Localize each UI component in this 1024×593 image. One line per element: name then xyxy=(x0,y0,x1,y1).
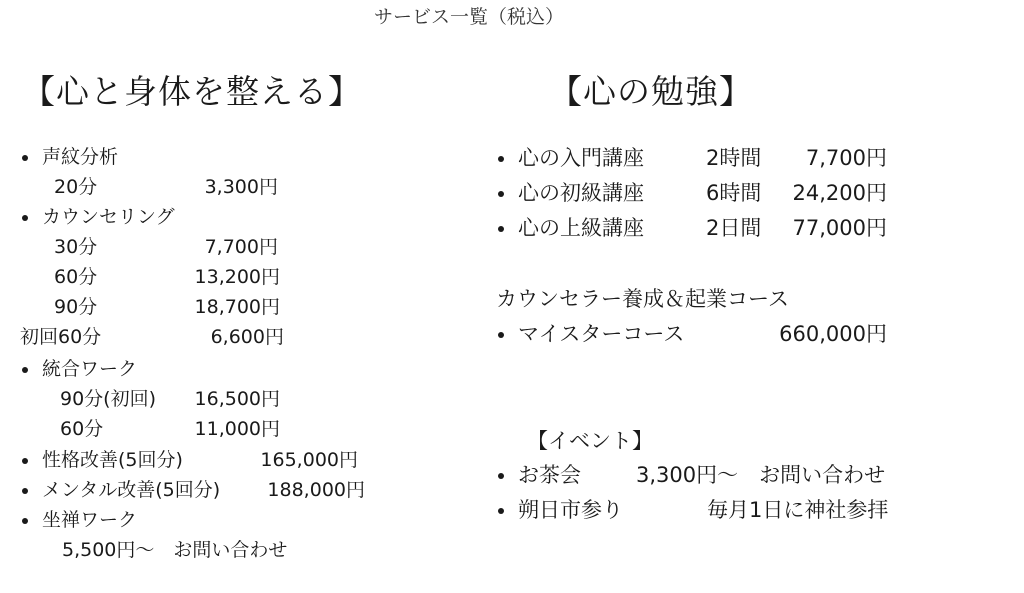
bullet-icon xyxy=(22,367,28,373)
counseling-price: 13,200円 xyxy=(194,266,280,288)
bullet-icon xyxy=(22,155,28,161)
course-price: 24,200円 xyxy=(792,181,887,205)
counseling-duration: 90分 xyxy=(54,296,98,318)
course-duration: 2時間 xyxy=(706,146,762,170)
counselor-course-title: カウンセラー養成＆起業コース xyxy=(496,287,789,311)
counseling-duration: 30分 xyxy=(54,236,98,258)
event-detail: 3,300円～ お問い合わせ xyxy=(636,463,886,487)
course-name: 心の上級講座 xyxy=(518,216,644,240)
event-detail: 毎月1日に神社参拝 xyxy=(707,498,889,522)
togo-price: 16,500円 xyxy=(194,388,280,410)
bullet-icon xyxy=(498,508,504,514)
counseling-price: 7,700円 xyxy=(204,236,278,258)
togo-duration: 90分(初回) xyxy=(60,388,157,410)
counseling-price: 18,700円 xyxy=(194,296,280,318)
first-session-price: 6,600円 xyxy=(210,326,284,348)
seimon-label: 声紋分析 xyxy=(42,146,119,168)
bullet-icon xyxy=(22,488,28,494)
zazen-label: 坐禅ワーク xyxy=(42,509,138,531)
mental-label: メンタル改善(5回分) xyxy=(42,479,221,501)
left-section-heading: 【心と身体を整える】 xyxy=(22,72,362,111)
course-name: 心の入門講座 xyxy=(518,146,644,170)
course-duration: 6時間 xyxy=(706,181,762,205)
right-section-heading: 【心の勉強】 xyxy=(549,72,753,111)
meister-price: 660,000円 xyxy=(779,322,887,346)
meister-name: マイスターコース xyxy=(518,322,685,346)
seikaku-label: 性格改善(5回分) xyxy=(42,449,183,471)
counseling-label: カウンセリング xyxy=(42,206,175,228)
mental-price: 188,000円 xyxy=(267,479,365,501)
bullet-icon xyxy=(498,226,504,232)
bullet-icon xyxy=(498,332,504,338)
zazen-price: 5,500円～ お問い合わせ xyxy=(62,539,288,561)
page-title: サービス一覧（税込） xyxy=(374,6,565,28)
togo-label: 統合ワーク xyxy=(42,358,138,380)
course-price: 7,700円 xyxy=(805,146,887,170)
course-duration: 2日間 xyxy=(706,216,762,240)
counseling-duration: 60分 xyxy=(54,266,98,288)
bullet-icon xyxy=(498,473,504,479)
seimon-price: 3,300円 xyxy=(204,176,278,198)
bullet-icon xyxy=(498,156,504,162)
togo-duration: 60分 xyxy=(60,418,104,440)
course-name: 心の初級講座 xyxy=(518,181,644,205)
bullet-icon xyxy=(498,191,504,197)
event-name: 朔日市参り xyxy=(518,498,623,522)
first-session-duration: 初回60分 xyxy=(20,326,102,348)
bullet-icon xyxy=(22,518,28,524)
course-price: 77,000円 xyxy=(792,216,887,240)
bullet-icon xyxy=(22,458,28,464)
bullet-icon xyxy=(22,215,28,221)
togo-price: 11,000円 xyxy=(194,418,280,440)
event-heading: 【イベント】 xyxy=(527,429,653,453)
seikaku-price: 165,000円 xyxy=(260,449,358,471)
seimon-duration: 20分 xyxy=(54,176,98,198)
event-name: お茶会 xyxy=(518,463,581,487)
